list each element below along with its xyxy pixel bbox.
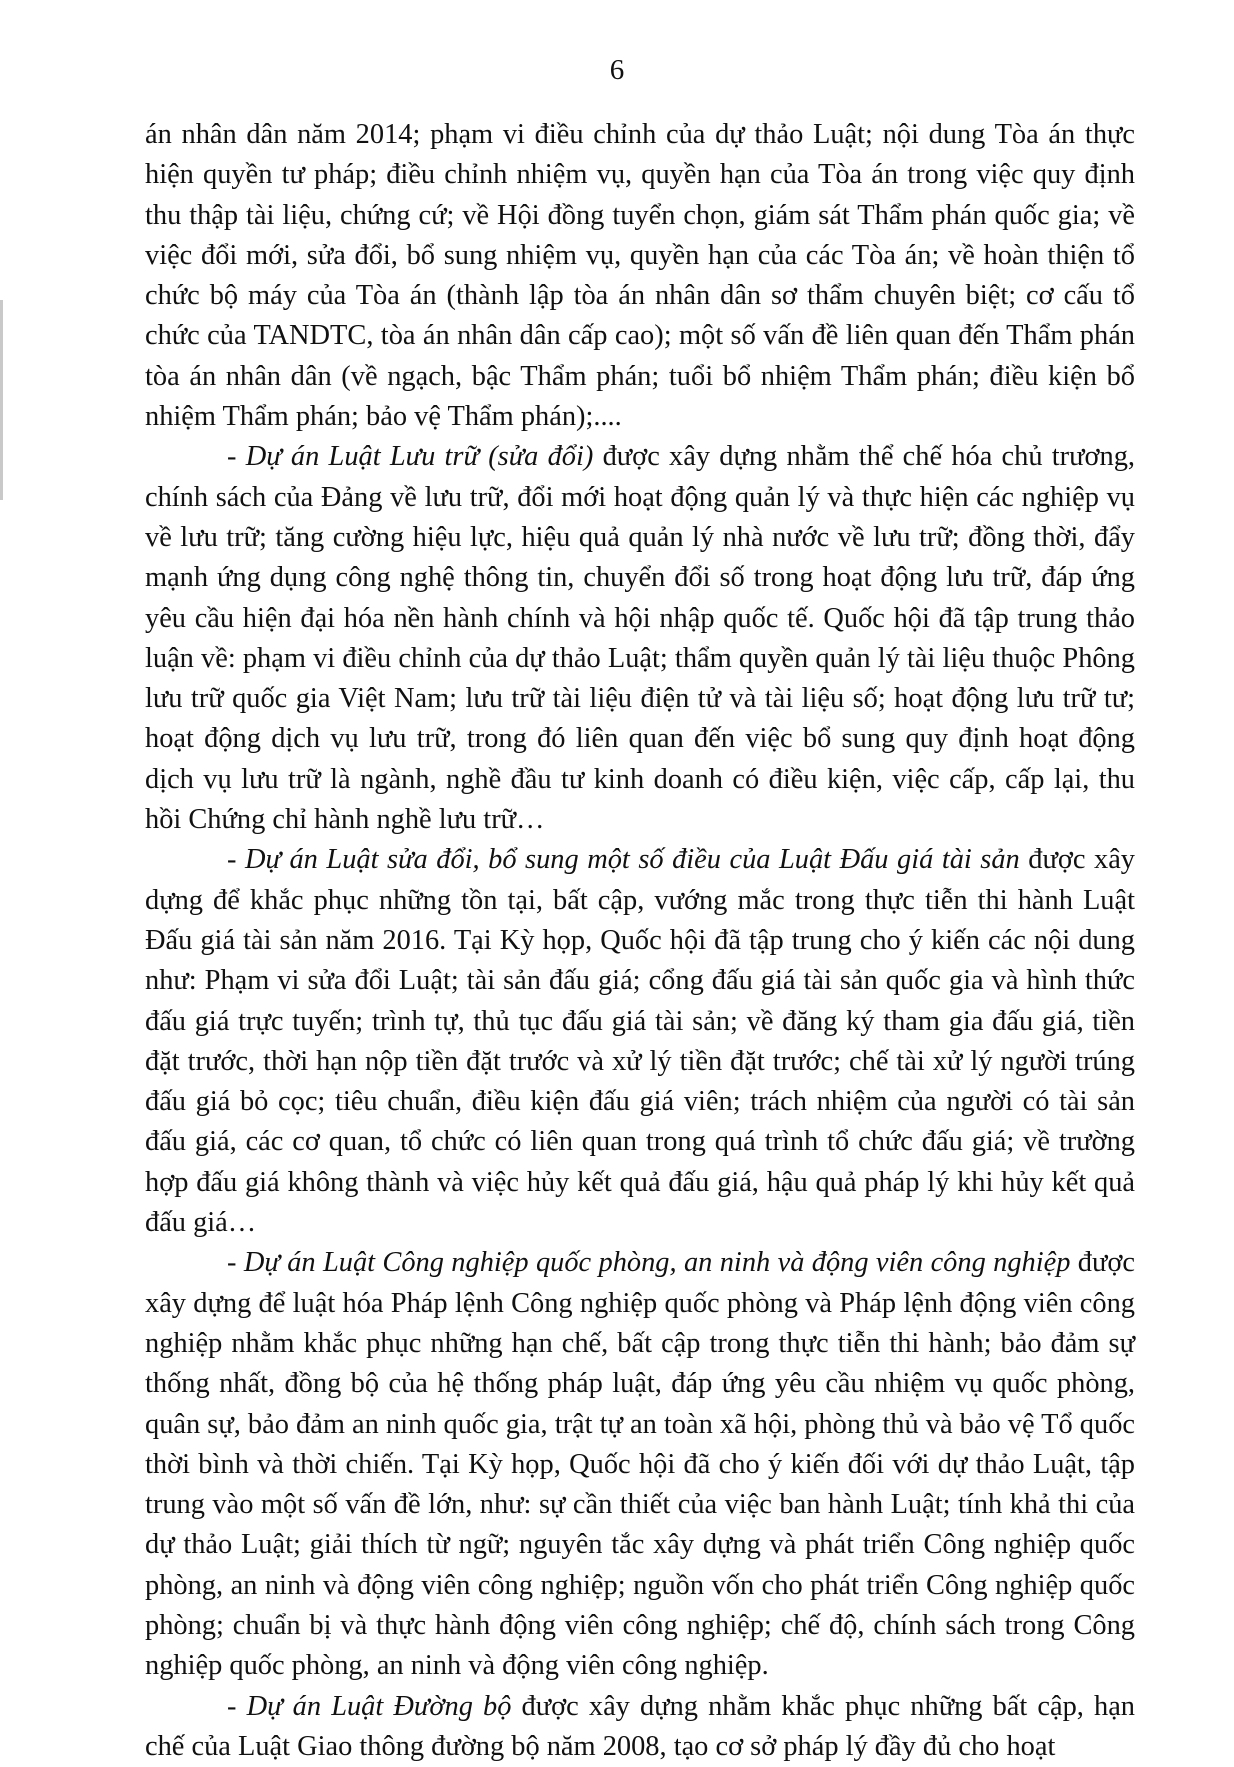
scan-edge-mark [0, 300, 3, 500]
paragraph-text: được xây dựng nhằm thể chế hóa chủ trương, chính sách của Đảng về lưu trữ, đổi mới hoạt động quản lý và thực hiện các nghiệp vụ về lưu trữ; tăng cường hiệu lực, hiệu quả quản lý nhà nước về lưu trữ; đồng thời, đẩy mạnh ứng dụng công nghệ thông tin, chuyển đổi số trong hoạt động lưu trữ, đáp ứng yêu cầu hiện đại hóa nền hành chính và hội nhập quốc tế. Quốc hội đã tập trung thảo luận về: phạm vi điều chỉnh của dự thảo Luật; thẩm quyền quản lý tài liệu thuộc Phông lưu trữ quốc gia Việt Nam; lưu trữ tài liệu điện tử và tài liệu số; hoạt động lưu trữ tư; hoạt động dịch vụ lưu trữ, trong đó liên quan đến việc bổ sung quy định hoạt động dịch vụ lưu trữ là ngành, nghề đầu tư kinh doanh có điều kiện, việc cấp, cấp lại, thu hồi Chứng chỉ hành nghề lưu trữ… [145, 441, 1136, 836]
paragraph-text: được xây dựng nhằm khắc phục những bất cập, hạn chế của Luật Giao thông đường bộ năm 2008, tạo cơ sở pháp lý đầy đủ cho hoạt [145, 1690, 1136, 1762]
paragraph-continuation [145, 115, 1135, 437]
paragraph-luat-luu-tru [145, 437, 1135, 840]
paragraph-lead: - Dự án Luật Lưu trữ (sửa đổi) [227, 441, 594, 473]
paragraph-luat-duong-bo [145, 1687, 1135, 1767]
paragraph-lead: - Dự án Luật Công nghiệp quốc phòng, an ninh và động viên công nghiệp [227, 1247, 1071, 1279]
page-number: 6 [609, 54, 625, 86]
paragraph-text: được xây dựng để luật hóa Pháp lệnh Công nghiệp quốc phòng và Pháp lệnh động viên công nghiệp nhằm khắc phục những hạn chế, bất cập trong thực tiễn thi hành; bảo đảm sự thống nhất, đồng bộ của hệ thống pháp luật, đáp ứng yêu cầu nhiệm vụ quốc phòng, quân sự, bảo đảm an ninh quốc gia, trật tự an toàn xã hội, phòng thủ và bảo vệ Tổ quốc thời bình và thời chiến. Tại Kỳ họp, Quốc hội đã cho ý kiến đối với dự thảo Luật, tập trung vào một số vấn đề lớn, như: sự cần thiết của việc ban hành Luật; tính khả thi của dự thảo Luật; giải thích từ ngữ; nguyên tắc xây dựng và phát triển Công nghiệp quốc phòng, an ninh và động viên công nghiệp; nguồn vốn cho phát triển Công nghiệp quốc phòng; chuẩn bị và thực hành động viên công nghiệp; chế độ, chính sách trong Công nghiệp quốc phòng, an ninh và động viên công nghiệp. [145, 1247, 1135, 1682]
document-body [145, 115, 1135, 1767]
paragraph-luat-cong-nghiep-quoc-phong [145, 1243, 1135, 1686]
paragraph-text: được xây dựng để khắc phục những tồn tại, bất cập, vướng mắc trong thực tiễn thi hành Luật Đấu giá tài sản năm 2016. Tại Kỳ họp, Quốc hội đã tập trung cho ý kiến các nội dung như: Phạm vi sửa đổi Luật; tài sản đấu giá; cổng đấu giá tài sản quốc gia và hình thức đấu giá trực tuyến; trình tự, thủ tục đấu giá tài sản; về đăng ký tham gia đấu giá, tiền đặt trước, thời hạn nộp tiền đặt trước và xử lý tiền đặt trước; chế tài xử lý người trúng đấu giá bỏ cọc; tiêu chuẩn, điều kiện đấu giá viên; trách nhiệm của người có tài sản đấu giá, các cơ quan, tổ chức có liên quan trong quá trình tổ chức đấu giá; về trường hợp đấu giá không thành và việc hủy kết quả đấu giá, hậu quả pháp lý khi hủy kết quả đấu giá… [145, 844, 1135, 1239]
paragraph-luat-dau-gia [145, 840, 1135, 1243]
paragraph-lead: - Dự án Luật sửa đổi, bổ sung một số điều của Luật Đấu giá tài sản [227, 844, 1020, 876]
paragraph-text: án nhân dân năm 2014; phạm vi điều chỉnh của dự thảo Luật; nội dung Tòa án thực hiện quyền tư pháp; điều chỉnh nhiệm vụ, quyền hạn của Tòa án trong việc quy định thu thập tài liệu, chứng cứ; về Hội đồng tuyển chọn, giám sát Thẩm phán quốc gia; về việc đổi mới, sửa đổi, bổ sung nhiệm vụ, quyền hạn của các Tòa án; về hoàn thiện tổ chức bộ máy của Tòa án (thành lập tòa án nhân dân sơ thẩm chuyên biệt; cơ cấu tổ chức của TANDTC, tòa án nhân dân cấp cao); một số vấn đề liên quan đến Thẩm phán tòa án nhân dân (về ngạch, bậc Thẩm phán; tuổi bổ nhiệm Thẩm phán; điều kiện bổ nhiệm Thẩm phán; bảo vệ Thẩm phán);.... [145, 119, 1135, 433]
paragraph-lead: - Dự án Luật Đường bộ [227, 1690, 512, 1722]
